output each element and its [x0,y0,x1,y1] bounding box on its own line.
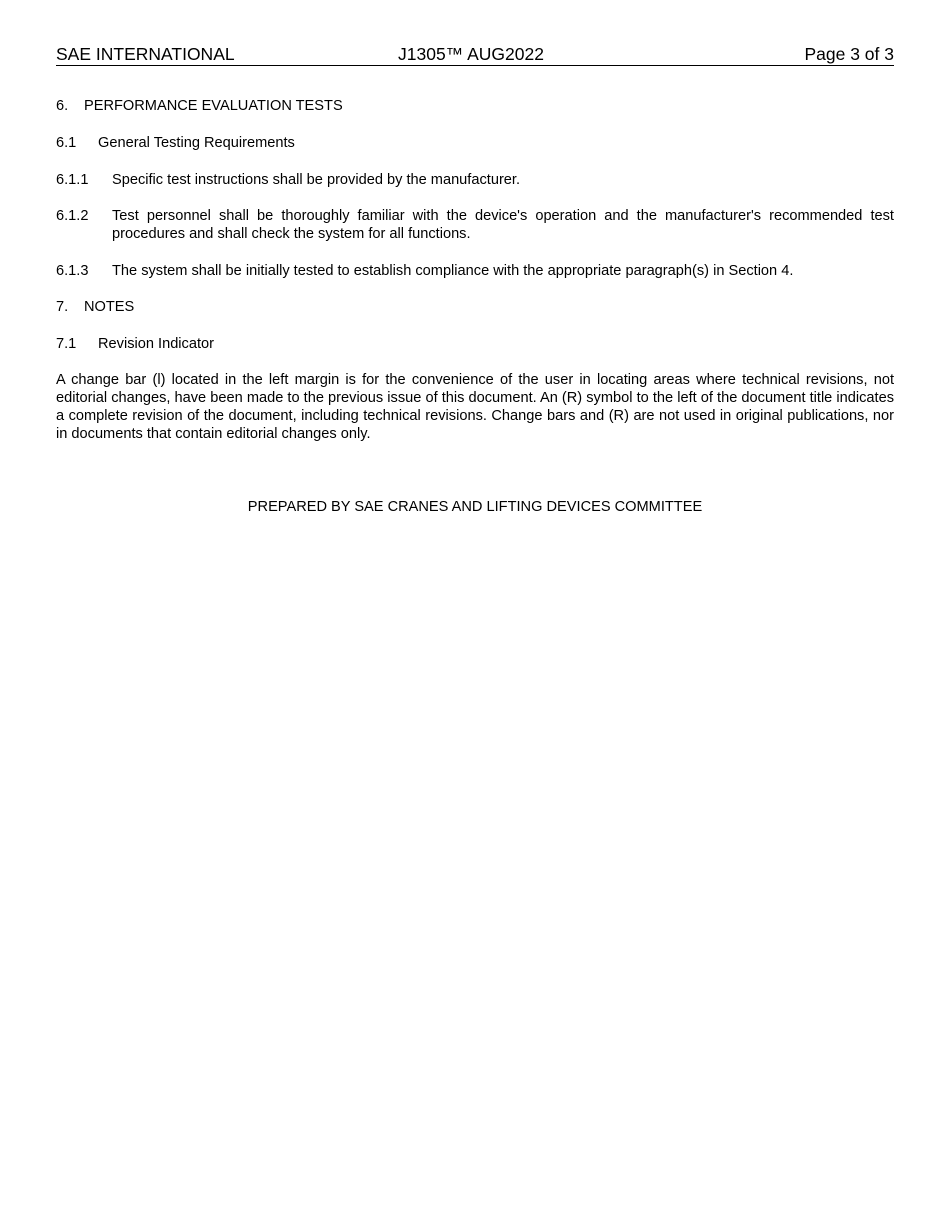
section-title: General Testing Requirements [98,135,295,151]
section-text: Specific test instructions shall be provided by the manufacturer. [112,172,521,188]
section-number: 6.1.3 [56,263,89,279]
header-document-id: J1305™ AUG2022 [398,44,544,64]
section-number: 6.1.1 [56,172,89,188]
section-7-1-heading [56,335,894,353]
section-number: 6. [56,98,69,114]
prepared-by-statement: PREPARED BY SAE CRANES AND LIFTING DEVICES COMMITTEE [247,499,703,515]
header-organization: SAE INTERNATIONAL [56,44,235,64]
document-page [56,0,894,1230]
section-title: PERFORMANCE EVALUATION TESTS [84,98,343,114]
section-6-heading [56,97,894,115]
section-number: 7.1 [56,336,77,352]
header-page-number: Page 3 of 3 [804,44,894,64]
section-6-1-heading [56,134,894,152]
section-text: Test personnel shall be thoroughly familiar with the device's operation and the manufacturer's recommended test procedures and shall check the system for all functions. [112,208,894,242]
section-number: 6.1 [56,135,77,151]
revision-indicator-paragraph: A change bar (l) located in the left margin is for the convenience of the user in locating areas where technical revisions, not editorial changes, have been made to the previous issue of this document. An (R) symbol to the left of the document title indicates a complete revision of the document, including technical revisions. Change bars and (R) are not used in original publications, nor in documents that contain editorial changes only. [56,372,894,442]
section-title: Revision Indicator [98,336,214,352]
section-title: NOTES [84,299,135,315]
section-text: The system shall be initially tested to establish compliance with the appropriate paragraph(s) in Section 4. [112,263,794,279]
section-7-heading [56,298,894,316]
section-number: 6.1.2 [56,208,89,224]
section-number: 7. [56,299,69,315]
page-header [56,44,894,66]
